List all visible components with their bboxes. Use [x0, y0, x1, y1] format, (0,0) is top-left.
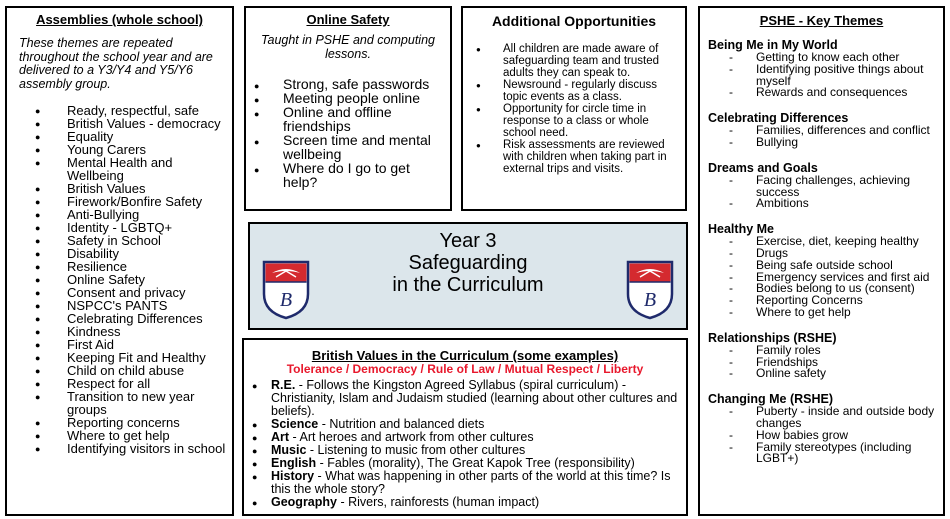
assemblies-panel	[5, 6, 234, 516]
online-safety-item: ● Meeting people online	[246, 91, 450, 105]
subject-description: - Fables (morality), The Great Kapok Tree (responsibility)	[316, 456, 635, 470]
assembly-theme-item: ● British Values - democracy	[7, 117, 232, 130]
pshe-theme-list	[708, 236, 943, 319]
assembly-theme-item: ● British Values	[7, 182, 232, 195]
online-safety-item: ● Strong, safe passwords	[246, 77, 450, 91]
pshe-theme	[708, 38, 943, 99]
assembly-theme-item: ● Reporting concerns	[7, 416, 232, 429]
svg-text:B: B	[279, 289, 293, 311]
pshe-theme-heading: Dreams and Goals	[708, 160, 818, 175]
subject-label: English	[271, 456, 317, 470]
pshe-theme-item: - Facing challenges, achieving success	[708, 175, 943, 199]
pshe-theme-item: - Being safe outside school	[708, 260, 943, 272]
pshe-theme	[708, 331, 943, 380]
assembly-theme-item: ● Resilience	[7, 260, 232, 273]
pshe-theme-item: - Ambitions	[708, 198, 943, 210]
british-values-subtitle: Tolerance / Democracy / Rule of Law / Mutual Respect / Liberty	[286, 362, 644, 376]
pshe-theme-item: - Families, differences and conflict	[708, 125, 943, 137]
pshe-theme-item: - Family roles	[708, 345, 943, 357]
assembly-theme-item: ● Respect for all	[7, 377, 232, 390]
subject-label: History	[271, 469, 315, 483]
subject-description: - What was happening in other parts of the world at this time? Is this the whole story?	[271, 469, 671, 496]
pshe-theme-item: - Friendships	[708, 357, 943, 369]
online-safety-panel	[244, 6, 452, 211]
subject-label: Art	[271, 430, 290, 444]
british-values-list	[244, 379, 686, 509]
assemblies-intro: These themes are repeated throughout the school year and are delivered to a Y3/Y4 and Y5/Y6 assembly group.	[19, 36, 213, 91]
pshe-theme-list	[708, 342, 943, 381]
assembly-theme-item: ● NSPCC's PANTS	[7, 299, 232, 312]
pshe-theme-item: - Rewards and consequences	[708, 87, 943, 99]
main-title	[250, 230, 686, 296]
assembly-theme-item: ● Disability	[7, 247, 232, 260]
online-safety-list	[246, 77, 450, 189]
pshe-theme-heading: Changing Me (RSHE)	[708, 392, 833, 407]
subject-description: - Listening to music from other cultures	[306, 443, 526, 457]
pshe-themes	[700, 38, 943, 465]
additional-opportunity-item: ● Opportunity for circle time in response to a class or whole school need.	[463, 103, 685, 139]
assembly-theme-item: ● Keeping Fit and Healthy	[7, 351, 232, 364]
pshe-theme-item: - Identifying positive things about myself	[708, 64, 943, 88]
svg-text:B: B	[643, 289, 657, 311]
assembly-theme-item: ● Consent and privacy	[7, 286, 232, 299]
british-values-item	[244, 470, 686, 496]
assembly-theme-item: ● Ready, respectful, safe	[7, 104, 232, 117]
pshe-panel	[698, 6, 945, 516]
year-3-title-panel	[248, 222, 688, 330]
additional-opportunity-item: ● Newsround - regularly discuss topic events as a class.	[463, 79, 685, 103]
online-safety-title: Online Safety	[306, 12, 390, 27]
pshe-theme-item: - Family stereotypes (including LGBT+)	[708, 442, 943, 466]
assembly-theme-item: ● Child on child abuse	[7, 364, 232, 377]
pshe-theme-list	[708, 172, 943, 211]
assembly-theme-item: ● Celebrating Differences	[7, 312, 232, 325]
subject-label: Geography	[271, 495, 337, 509]
assembly-theme-item: ● Anti-Bullying	[7, 208, 232, 221]
assembly-theme-item: ● Firework/Bonfire Safety	[7, 195, 232, 208]
pshe-theme-item: - Where to get help	[708, 307, 943, 319]
main-title-line-3: in the Curriculum	[392, 274, 544, 296]
pshe-theme-item: - Online safety	[708, 368, 943, 380]
pshe-theme	[708, 161, 943, 210]
additional-opportunities-panel	[461, 6, 687, 211]
subject-description: - Follows the Kingston Agreed Syllabus (spiral curriculum) - Christianity, Islam and Judaism studied (learning about other cultures and beliefs).	[271, 378, 678, 418]
subject-description: - Art heroes and artwork from other cultures	[289, 430, 534, 444]
assembly-theme-item: ● Kindness	[7, 325, 232, 338]
pshe-theme-heading: Relationships (RSHE)	[708, 330, 837, 345]
assembly-theme-item: ● Identifying visitors in school	[7, 442, 232, 455]
british-values-title: British Values in the Curriculum (some examples)	[311, 348, 619, 363]
subject-description: - Rivers, rainforests (human impact)	[337, 495, 540, 509]
pshe-theme-list	[708, 406, 943, 465]
online-safety-item: ● Where do I go to get help?	[246, 161, 450, 189]
main-title-line-1: Year 3	[439, 230, 497, 252]
assemblies-list	[7, 104, 232, 455]
assembly-theme-item: ● Where to get help	[7, 429, 232, 442]
online-safety-item: ● Online and offline friendships	[246, 105, 450, 133]
pshe-theme-item: - How babies grow	[708, 430, 943, 442]
pshe-theme-item: - Emergency services and first aid	[708, 272, 943, 284]
assembly-theme-item: ● Online Safety	[7, 273, 232, 286]
assemblies-title: Assemblies (whole school)	[36, 12, 203, 27]
pshe-theme-heading: Being Me in My World	[708, 38, 838, 52]
assembly-theme-item: ● Equality	[7, 130, 232, 143]
assembly-theme-item: ● Mental Health and Wellbeing	[7, 156, 232, 182]
main-title-line-2: Safeguarding	[408, 252, 528, 274]
additional-opportunity-item: ● Risk assessments are reviewed with children when taking part in external trips and visits.	[463, 139, 685, 175]
pshe-theme-list	[708, 125, 943, 149]
pshe-theme-item: - Bullying	[708, 137, 943, 149]
assembly-theme-item: ● First Aid	[7, 338, 232, 351]
subject-description: - Nutrition and balanced diets	[318, 417, 485, 431]
subject-label: Science	[271, 417, 319, 431]
additional-opportunities-list	[463, 43, 685, 175]
pshe-theme-item: - Exercise, diet, keeping healthy	[708, 236, 943, 248]
british-values-item	[244, 379, 686, 418]
assembly-theme-item: ● Identity - LGBTQ+	[7, 221, 232, 234]
school-crest-icon	[626, 260, 674, 320]
british-values-panel	[242, 338, 688, 516]
british-values-item	[244, 496, 686, 509]
pshe-theme-heading: Celebrating Differences	[708, 111, 849, 126]
pshe-theme	[708, 111, 943, 149]
pshe-theme-item: - Drugs	[708, 248, 943, 260]
additional-opportunities-title: Additional Opportunities	[491, 13, 657, 29]
assembly-theme-item: ● Safety in School	[7, 234, 232, 247]
pshe-theme	[708, 222, 943, 319]
pshe-title: PSHE - Key Themes	[759, 13, 884, 28]
assembly-theme-item: ● Transition to new year groups	[7, 390, 232, 416]
subject-label: R.E.	[271, 378, 296, 392]
pshe-theme-item: - Reporting Concerns	[708, 295, 943, 307]
pshe-theme-heading: Healthy Me	[708, 222, 774, 237]
school-crest-icon	[262, 260, 310, 320]
pshe-theme-item: - Getting to know each other	[708, 52, 943, 64]
pshe-theme-list	[708, 52, 943, 99]
pshe-theme-item: - Puberty - inside and outside body changes	[708, 406, 943, 430]
subject-label: Music	[271, 443, 307, 457]
online-safety-item: ● Screen time and mental wellbeing	[246, 133, 450, 161]
assembly-theme-item: ● Young Carers	[7, 143, 232, 156]
pshe-theme-item: - Bodies belong to us (consent)	[708, 283, 943, 295]
pshe-theme	[708, 392, 943, 465]
online-safety-intro: Taught in PSHE and computing lessons.	[261, 33, 435, 61]
additional-opportunity-item: ● All children are made aware of safeguarding team and trusted adults they can speak to.	[463, 43, 685, 79]
